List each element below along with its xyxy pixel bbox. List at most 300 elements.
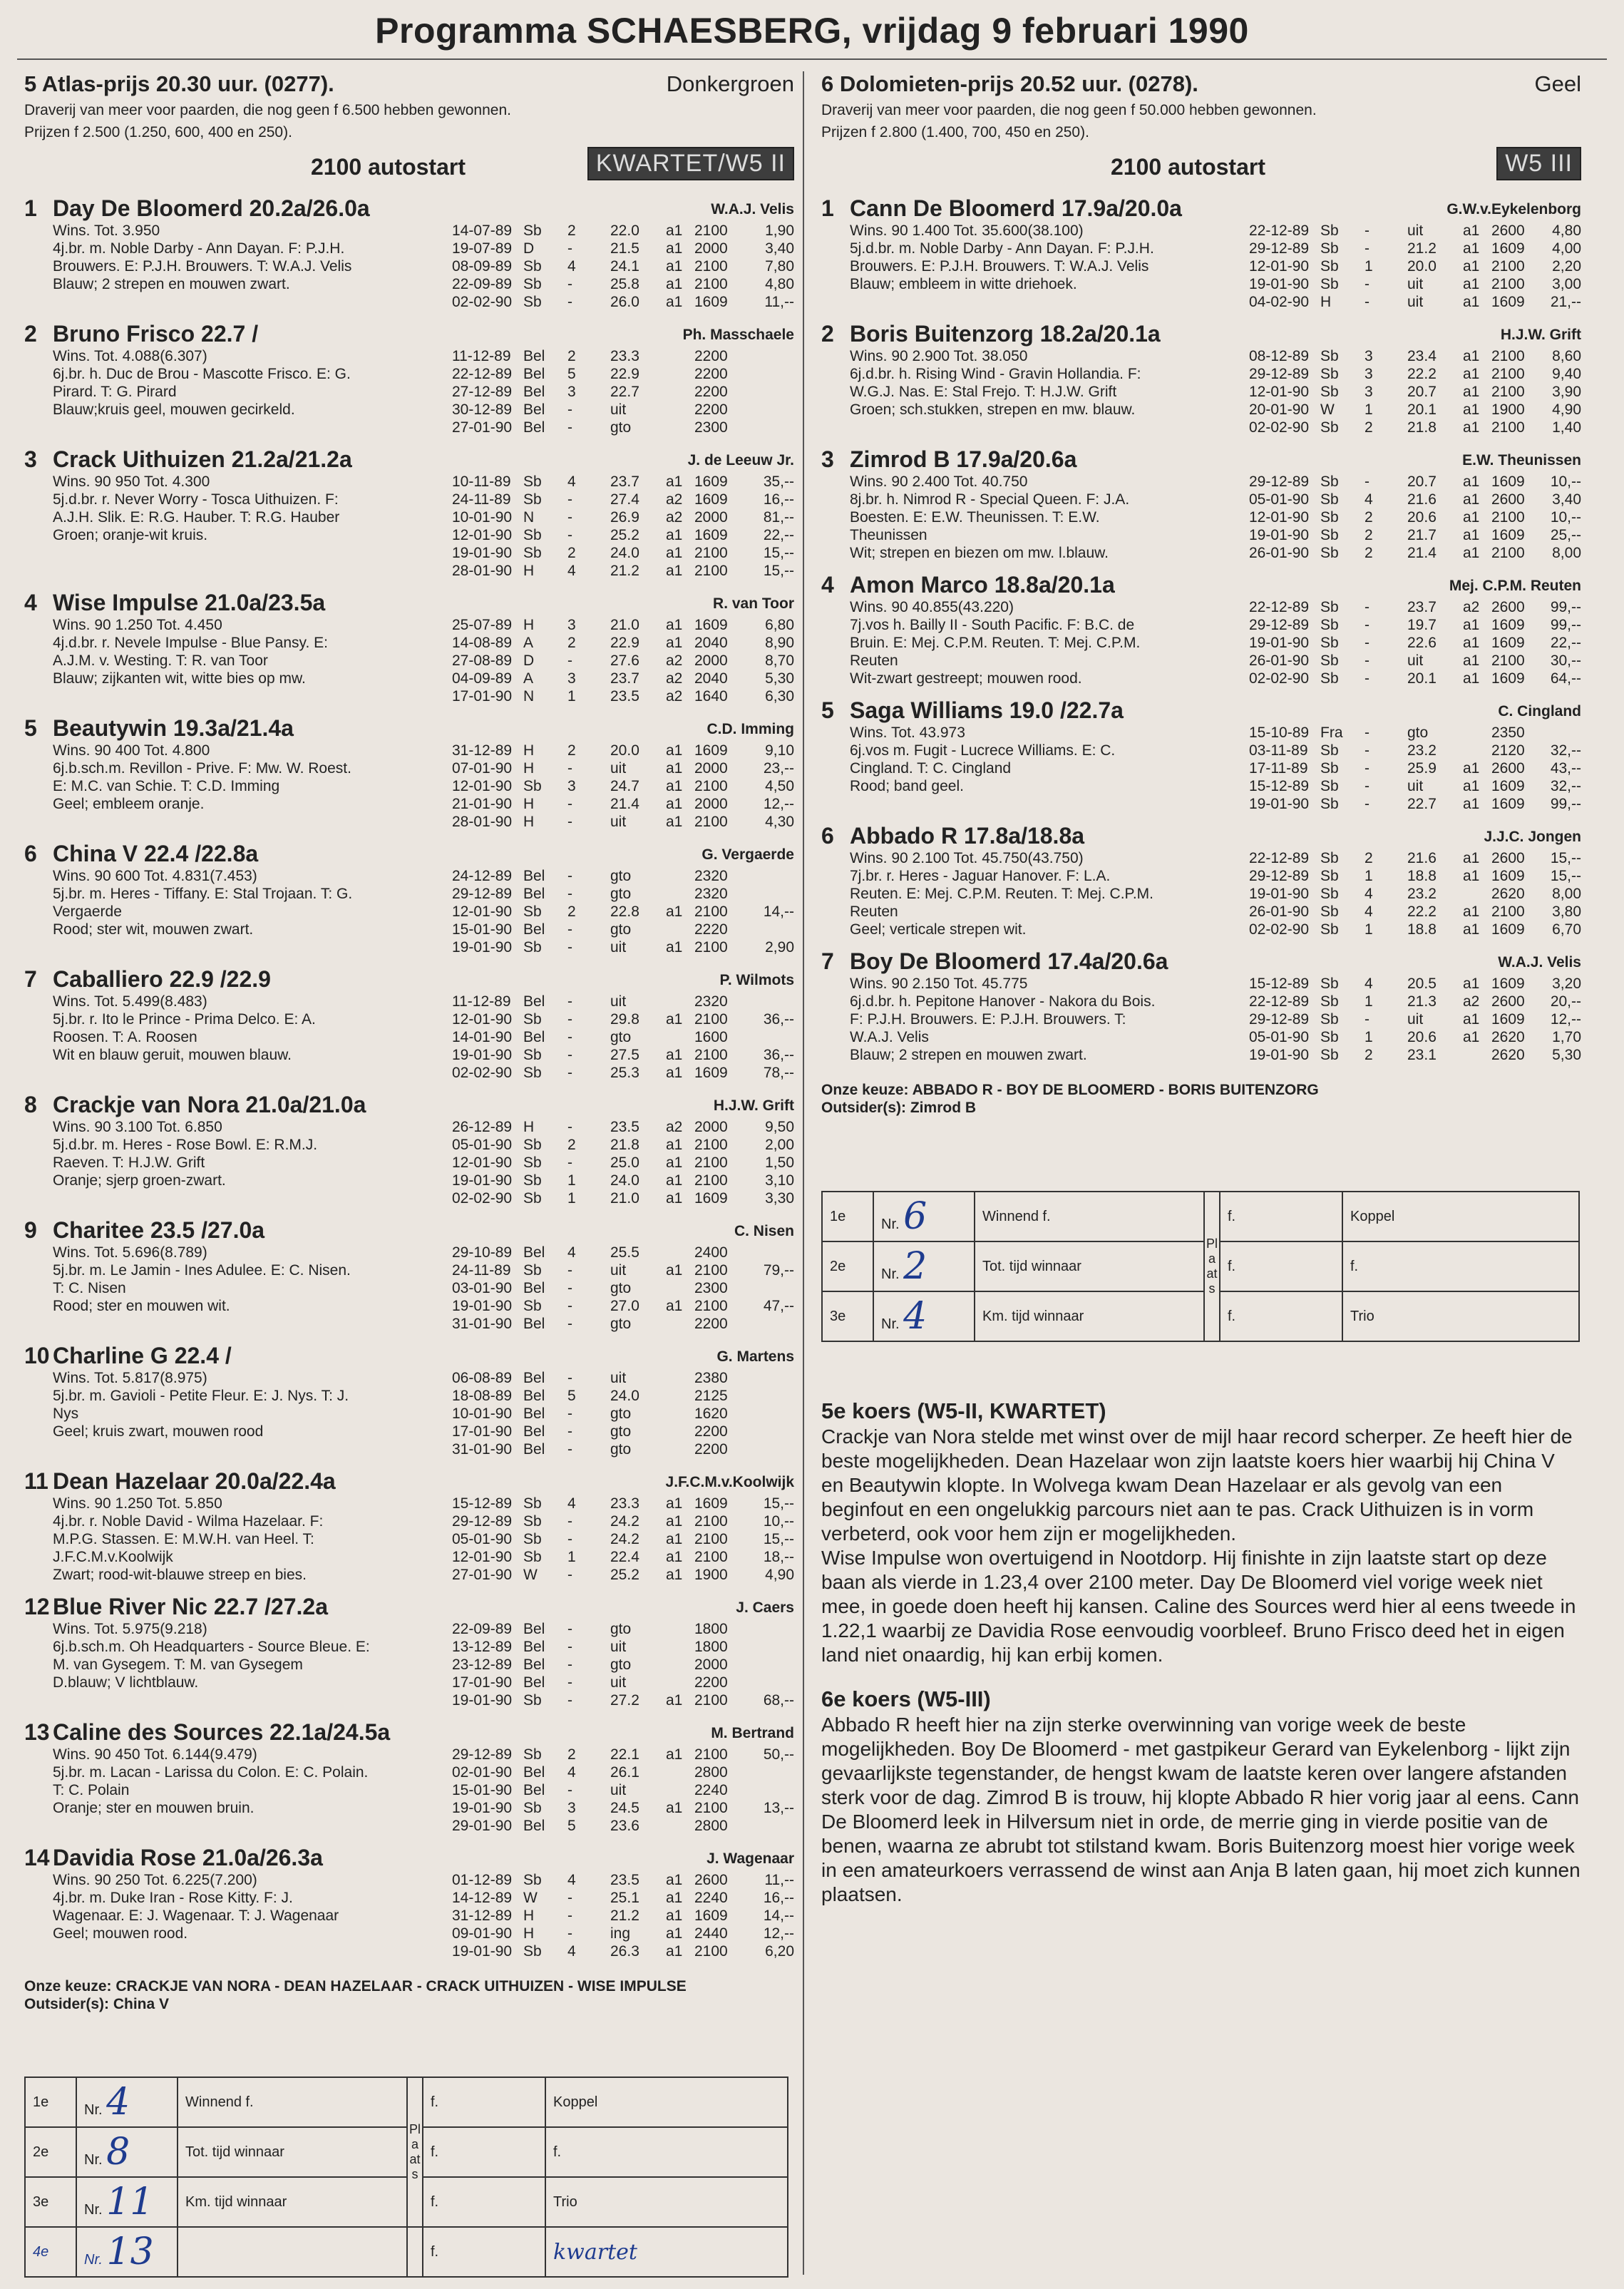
performance-cell xyxy=(589,813,610,831)
performance-cell: uit xyxy=(610,401,627,418)
performance-cell: 4,00 xyxy=(1552,240,1581,257)
horse-entry xyxy=(24,715,794,831)
race-commentary xyxy=(821,1399,1581,1907)
performance-cell: 23.5 xyxy=(610,688,639,705)
trainer-name: J.F.C.M.v.Koolwijk xyxy=(665,1474,794,1490)
performance-cell: 32,-- xyxy=(1550,742,1581,759)
horse-entry xyxy=(821,572,1581,687)
performance-cell: 5 xyxy=(567,1818,576,1834)
performance-cell: 2600 xyxy=(1491,850,1525,866)
performance-cell: 3,00 xyxy=(1552,276,1581,292)
performance-cell xyxy=(1386,365,1407,383)
performance-cell: Bel xyxy=(523,384,545,400)
performance-cell xyxy=(1386,240,1407,257)
performance-row xyxy=(452,1495,794,1512)
performance-cell xyxy=(666,1620,694,1638)
performance-cell: 22,-- xyxy=(763,527,794,543)
outsider xyxy=(821,1099,1581,1117)
performance-cell: 4 xyxy=(567,258,576,275)
performance-cell: gto xyxy=(610,1656,632,1673)
info-line: Wins. 90 2.900 Tot. 38.050 xyxy=(850,348,1028,364)
performance-cell xyxy=(666,1244,694,1261)
info-line: A.J.H. Slik. E: R.G. Hauber. T: R.G. Hauber xyxy=(53,509,340,526)
performance-cell: 25.2 xyxy=(610,527,639,543)
race-conditions: Prijzen f 2.500 (1.250, 600, 400 en 250). xyxy=(24,124,292,140)
performance-cell xyxy=(1386,975,1407,993)
performance-cell: 15-12-89 xyxy=(452,1495,513,1512)
performance-cell: 26-12-89 xyxy=(452,1119,513,1135)
performance-cell xyxy=(589,1189,610,1207)
performance-cell: Bel xyxy=(523,1639,545,1655)
info-line: 5j.br. m. Le Jamin - Ines Adulee. E: C. Nisen. xyxy=(53,1262,351,1279)
performance-cell xyxy=(1463,1046,1491,1064)
performance-cell xyxy=(1386,921,1407,938)
race-5-result-table xyxy=(24,2077,788,2278)
past-performances xyxy=(452,1495,794,1584)
performance-cell: - xyxy=(1365,599,1369,615)
horse-entry xyxy=(24,1719,794,1835)
performance-cell xyxy=(589,1871,610,1889)
performance-cell: 2100 xyxy=(694,1531,728,1547)
horse-name: Boris Buitenzorg 18.2a/20.1a xyxy=(850,321,1161,347)
performance-cell: gto xyxy=(610,1316,632,1332)
f-label: f. xyxy=(423,2127,545,2177)
info-line: Boesten. E: E.W. Theunissen. T: E.W. xyxy=(850,509,1100,526)
performance-cell xyxy=(746,1369,794,1387)
performance-cell: 1609 xyxy=(1491,670,1525,687)
f-label: f. xyxy=(1342,1241,1579,1291)
info-line: Geel; mouwen rood. xyxy=(53,1925,188,1942)
performance-cell: 2000 xyxy=(694,240,728,257)
trainer-name: C. Nisen xyxy=(734,1223,794,1239)
performance-cell: 23.2 xyxy=(1407,886,1437,902)
performance-row xyxy=(452,1656,794,1674)
horse-info xyxy=(53,867,452,956)
horse-name: Saga Williams 19.0 /22.7a xyxy=(850,697,1124,723)
performance-cell xyxy=(746,1315,794,1333)
our-choice-label: Onze keuze: xyxy=(24,1978,112,1994)
performance-cell xyxy=(589,795,610,813)
performance-cell: Sb xyxy=(523,1746,542,1763)
performance-cell: H xyxy=(523,563,535,579)
info-line: T: C. Nisen xyxy=(53,1280,126,1296)
horse-number: 5 xyxy=(821,697,834,723)
performance-cell: 05-01-90 xyxy=(452,1531,513,1547)
performance-cell: 68,-- xyxy=(763,1692,794,1709)
performance-cell: 19-01-90 xyxy=(452,939,513,956)
f-label: f. xyxy=(1220,1291,1342,1341)
performance-cell: Sb xyxy=(1320,993,1339,1010)
performance-cell: a1 xyxy=(666,778,683,794)
performance-cell: 1800 xyxy=(694,1639,728,1655)
performance-cell: a1 xyxy=(1463,527,1480,543)
horse-name: Abbado R 17.8a/18.8a xyxy=(850,823,1085,849)
performance-cell: Sb xyxy=(1320,545,1339,561)
rank-label: 1e xyxy=(822,1192,873,1241)
performance-cell: 2040 xyxy=(694,670,728,687)
performance-cell: 6,20 xyxy=(765,1943,794,1960)
past-performances xyxy=(1249,473,1581,562)
performance-cell: 12,-- xyxy=(763,796,794,812)
performance-cell: 22-12-89 xyxy=(1249,222,1310,239)
start-line xyxy=(821,144,1581,185)
performance-cell: gto xyxy=(610,1441,632,1458)
performance-row xyxy=(1249,383,1581,401)
commentary-section xyxy=(821,1399,1581,1667)
performance-cell: 23.7 xyxy=(1407,599,1437,615)
performance-cell: 4,90 xyxy=(1552,401,1581,418)
past-performances xyxy=(452,742,794,831)
performance-cell: 15,-- xyxy=(763,1495,794,1512)
performance-cell: 2 xyxy=(1365,1047,1373,1063)
performance-cell: 2 xyxy=(1365,850,1373,866)
performance-cell: Bel xyxy=(523,1656,545,1673)
performance-cell: 1609 xyxy=(1491,868,1525,884)
performance-cell: Bel xyxy=(523,401,545,418)
performance-cell: 12-01-90 xyxy=(452,1549,513,1565)
horse-entry xyxy=(24,966,794,1082)
performance-cell xyxy=(589,1674,610,1691)
performance-row xyxy=(452,1046,794,1064)
performance-row xyxy=(1249,849,1581,867)
performance-row xyxy=(452,1925,794,1942)
trainer-name: G.W.v.Eykelenborg xyxy=(1446,201,1581,217)
performance-cell: H xyxy=(523,1925,535,1942)
race-name: 6 Dolomieten-prijs 20.52 uur. (0278). xyxy=(821,71,1198,96)
performance-cell xyxy=(666,885,694,903)
performance-cell: 24.7 xyxy=(610,778,639,794)
performance-row xyxy=(452,1638,794,1656)
performance-row xyxy=(1249,293,1581,311)
performance-row xyxy=(1249,885,1581,903)
performance-cell: 28-01-90 xyxy=(452,563,513,579)
performance-cell: 2600 xyxy=(1491,760,1525,777)
performance-cell: 23.5 xyxy=(610,1119,639,1135)
performance-cell: 22-12-89 xyxy=(452,366,513,382)
performance-row xyxy=(452,275,794,293)
performance-cell: 17-01-90 xyxy=(452,1674,513,1691)
horse-info xyxy=(53,1369,452,1458)
performance-row xyxy=(452,562,794,580)
performance-row xyxy=(452,1620,794,1638)
performance-cell: a1 xyxy=(1463,652,1480,669)
performance-row xyxy=(452,885,794,903)
performance-cell xyxy=(1386,634,1407,652)
performance-cell: 20.0 xyxy=(1407,258,1437,275)
performance-cell: a1 xyxy=(666,742,683,759)
performance-cell: 19-01-90 xyxy=(452,545,513,561)
performance-cell: Sb xyxy=(1320,527,1339,543)
performance-cell: 24-11-89 xyxy=(452,491,511,508)
performance-cell: 36,-- xyxy=(763,1047,794,1063)
horse-number: 2 xyxy=(24,321,37,347)
performance-cell xyxy=(589,473,610,491)
performance-cell: a1 xyxy=(666,1011,683,1028)
performance-cell: 1 xyxy=(1365,868,1373,884)
performance-cell xyxy=(589,508,610,526)
performance-cell: 1609 xyxy=(1491,617,1525,633)
performance-cell: Bel xyxy=(523,1244,545,1261)
performance-cell: 2040 xyxy=(694,635,728,651)
race-name: 5 Atlas-prijs 20.30 uur. (0277). xyxy=(24,71,334,96)
performance-cell: 12-01-90 xyxy=(1249,384,1310,400)
performance-cell: 2100 xyxy=(694,1011,728,1028)
performance-cell: 19-01-90 xyxy=(1249,635,1310,651)
performance-cell: uit xyxy=(1407,1011,1424,1028)
performance-cell: 2125 xyxy=(694,1388,728,1404)
performance-cell: 07-01-90 xyxy=(452,760,513,777)
performance-cell xyxy=(589,222,610,240)
performance-cell: - xyxy=(567,1423,572,1440)
info-line: Geel; verticale strepen wit. xyxy=(850,921,1027,938)
past-performances xyxy=(1249,347,1581,436)
performance-cell: 3 xyxy=(567,778,576,794)
performance-cell: a1 xyxy=(1463,384,1480,400)
performance-cell: a1 xyxy=(666,814,683,830)
outsider-label: Outsider(s): xyxy=(821,1100,907,1116)
performance-cell: 99,-- xyxy=(1550,796,1581,812)
performance-cell xyxy=(666,1656,694,1674)
performance-cell: a1 xyxy=(666,1172,683,1189)
handwritten-number: 4 xyxy=(903,1295,927,1338)
horse-name: Bruno Frisco 22.7 / xyxy=(53,321,259,347)
performance-cell xyxy=(1386,419,1407,436)
performance-cell: 2 xyxy=(567,903,576,920)
performance-cell: 1609 xyxy=(694,1908,728,1924)
performance-cell: Sb xyxy=(1320,796,1339,812)
performance-cell: - xyxy=(1365,617,1369,633)
performance-cell: 15-01-90 xyxy=(452,1782,513,1798)
performance-cell: 2600 xyxy=(694,1872,728,1888)
performance-cell xyxy=(746,419,794,436)
nr-label: Nr. xyxy=(84,2102,103,2118)
performance-cell xyxy=(589,257,610,275)
performance-row xyxy=(452,1530,794,1548)
performance-cell: 03-11-89 xyxy=(1249,742,1308,759)
info-line: Wins. Tot. 5.817(8.975) xyxy=(53,1370,207,1386)
performance-cell: 23.7 xyxy=(610,670,639,687)
info-line: D.blauw; V lichtblauw. xyxy=(53,1674,199,1691)
performance-cell xyxy=(666,1763,694,1781)
performance-cell: 2200 xyxy=(694,1423,728,1440)
performance-cell: Sb xyxy=(523,1495,542,1512)
trainer-name: H.J.W. Grift xyxy=(713,1097,794,1114)
info-line: Pirard. T: G. Pirard xyxy=(53,384,177,400)
performance-cell: 2100 xyxy=(694,1262,728,1279)
horse-number: 4 xyxy=(821,572,834,598)
title-divider xyxy=(17,58,1607,60)
info-line: 6j.b.sch.m. Oh Headquarters - Source Bleue. E: xyxy=(53,1639,370,1655)
performance-cell xyxy=(1386,795,1407,813)
performance-cell: a1 xyxy=(1463,276,1480,292)
performance-cell xyxy=(666,1817,694,1835)
info-line: 6j.d.br. h. Rising Wind - Gravin Hollandia. F: xyxy=(850,366,1141,382)
performance-cell xyxy=(589,1064,610,1082)
performance-cell: Sb xyxy=(1320,222,1339,239)
performance-cell: Sb xyxy=(523,1800,542,1816)
info-line: F: P.J.H. Brouwers. E: P.J.H. Brouwers. T: xyxy=(850,1011,1126,1028)
performance-cell: Sb xyxy=(523,1531,542,1547)
performance-cell xyxy=(589,401,610,419)
performance-cell: - xyxy=(567,1513,572,1530)
performance-row xyxy=(1249,867,1581,885)
performance-row xyxy=(452,634,794,652)
performance-cell xyxy=(1386,1046,1407,1064)
performance-cell: 1800 xyxy=(694,1621,728,1637)
performance-row xyxy=(1249,526,1581,544)
info-line: Groen; sch.stukken, strepen en mw. blauw. xyxy=(850,401,1136,418)
performance-cell xyxy=(589,1261,610,1279)
horse-entry xyxy=(24,321,794,436)
performance-cell xyxy=(589,1423,610,1440)
performance-cell xyxy=(666,1423,694,1440)
past-performances xyxy=(452,993,794,1082)
number-cell xyxy=(873,1192,975,1241)
performance-cell: gto xyxy=(610,886,632,902)
performance-cell: 99,-- xyxy=(1550,617,1581,633)
race-color: Donkergroen xyxy=(666,71,794,96)
trainer-name: G. Martens xyxy=(716,1348,794,1365)
performance-cell: 27-08-89 xyxy=(452,652,513,669)
performance-cell: uit xyxy=(610,814,627,830)
performance-cell xyxy=(1386,275,1407,293)
performance-cell: 26.3 xyxy=(610,1943,639,1960)
performance-row xyxy=(452,1942,794,1960)
info-line: 4j.br. r. Noble David - Wilma Hazelaar. F: xyxy=(53,1513,324,1530)
performance-cell: 12,-- xyxy=(1550,1011,1581,1028)
performance-cell: 2 xyxy=(1365,527,1373,543)
performance-row xyxy=(452,1781,794,1799)
performance-cell: 1609 xyxy=(694,527,728,543)
performance-cell: Sb xyxy=(523,1172,542,1189)
performance-cell: - xyxy=(567,1531,572,1547)
performance-cell: - xyxy=(567,240,572,257)
performance-cell: a1 xyxy=(1463,796,1480,812)
performance-cell: 2320 xyxy=(694,993,728,1010)
info-line: Wins. 90 2.400 Tot. 40.750 xyxy=(850,473,1028,490)
performance-cell: 2100 xyxy=(694,545,728,561)
performance-cell: a2 xyxy=(1463,599,1480,615)
info-line: Blauw; 2 strepen en mouwen zwart. xyxy=(850,1047,1087,1063)
info-line: Wins. 90 1.250 Tot. 5.850 xyxy=(53,1495,222,1512)
horse-info xyxy=(53,742,452,831)
performance-cell: 21.2 xyxy=(1407,240,1437,257)
performance-cell: 27.2 xyxy=(610,1692,639,1709)
horse-info xyxy=(53,1620,452,1709)
performance-cell: 12-01-90 xyxy=(452,527,513,543)
trainer-name: J. Wagenaar xyxy=(706,1850,794,1867)
performance-cell: 02-02-90 xyxy=(1249,921,1310,938)
performance-row xyxy=(1249,491,1581,508)
performance-cell: a1 xyxy=(1463,760,1480,777)
performance-cell: 23.2 xyxy=(1407,742,1437,759)
horse-number: 3 xyxy=(24,446,37,472)
performance-cell: 19-01-90 xyxy=(452,1172,513,1189)
performance-cell: 4 xyxy=(567,1764,576,1781)
performance-cell: 2,00 xyxy=(765,1137,794,1153)
handwritten-number: 2 xyxy=(903,1245,927,1288)
performance-cell: 27.5 xyxy=(610,1047,639,1063)
performance-cell: 04-09-89 xyxy=(452,670,513,687)
performance-cell: 15,-- xyxy=(1550,868,1581,884)
horse-number: 13 xyxy=(24,1719,50,1745)
performance-cell: Sb xyxy=(523,1298,542,1314)
performance-cell xyxy=(746,921,794,938)
horse-info xyxy=(53,993,452,1082)
f-label: f. xyxy=(1220,1192,1342,1241)
performance-cell: N xyxy=(523,509,535,526)
performance-cell: 2 xyxy=(1365,419,1373,436)
info-line: T: C. Polain xyxy=(53,1782,130,1798)
performance-cell: 21,-- xyxy=(1550,294,1581,310)
performance-cell xyxy=(666,1028,694,1046)
performance-cell: 11,-- xyxy=(764,294,794,310)
performance-cell: a1 xyxy=(1463,850,1480,866)
number-cell xyxy=(76,2127,178,2177)
performance-cell: - xyxy=(567,1262,572,1279)
performance-cell xyxy=(589,1028,610,1046)
performance-cell: 27.0 xyxy=(610,1298,639,1314)
performance-cell xyxy=(589,634,610,652)
performance-cell: 2100 xyxy=(694,778,728,794)
performance-cell: 10,-- xyxy=(1550,509,1581,526)
performance-cell: 2600 xyxy=(1491,222,1525,239)
performance-cell: 99,-- xyxy=(1550,599,1581,615)
horse-number: 7 xyxy=(24,966,37,992)
past-performances xyxy=(452,616,794,705)
performance-cell: 3 xyxy=(1365,384,1373,400)
performance-cell: 23.3 xyxy=(610,348,639,364)
performance-cell: D xyxy=(523,240,535,257)
performance-cell: 1,90 xyxy=(765,222,794,239)
performance-cell: Sb xyxy=(1320,886,1339,902)
performance-cell: Sb xyxy=(1320,473,1339,490)
performance-row xyxy=(452,903,794,921)
performance-cell xyxy=(589,759,610,777)
performance-cell: 50,-- xyxy=(763,1746,794,1763)
info-line: Rood; ster wit, mouwen zwart. xyxy=(53,921,254,938)
performance-cell xyxy=(666,383,694,401)
performance-row xyxy=(452,1244,794,1261)
performance-cell: a1 xyxy=(1463,778,1480,794)
performance-cell: 4 xyxy=(1365,886,1373,902)
performance-cell: 17-01-90 xyxy=(452,688,513,705)
performance-cell: 1609 xyxy=(1491,240,1525,257)
performance-cell: Sb xyxy=(1320,1047,1339,1063)
performance-cell: gto xyxy=(1407,724,1429,741)
performance-cell xyxy=(1386,724,1407,742)
performance-cell xyxy=(589,1781,610,1799)
trainer-name: J.J.C. Jongen xyxy=(1484,829,1581,845)
info-line: Blauw; 2 strepen en mouwen zwart. xyxy=(53,276,290,292)
horse-number: 11 xyxy=(24,1468,48,1494)
our-choice xyxy=(24,1977,794,1995)
performance-cell xyxy=(589,993,610,1010)
performance-cell: Sb xyxy=(523,276,542,292)
info-line: Wins. 90 1.250 Tot. 4.450 xyxy=(53,617,222,633)
performance-cell: 19-01-90 xyxy=(452,1943,513,1960)
performance-row xyxy=(1249,598,1581,616)
winnend-label: Winnend f. xyxy=(178,2077,407,2127)
performance-cell xyxy=(746,1440,794,1458)
performance-cell: 2100 xyxy=(1491,276,1525,292)
performance-cell: 1 xyxy=(567,1549,576,1565)
performance-cell: - xyxy=(567,1656,572,1673)
performance-cell: - xyxy=(567,939,572,956)
performance-cell xyxy=(589,1942,610,1960)
performance-cell: a1 xyxy=(666,796,683,812)
trainer-name: E.W. Theunissen xyxy=(1462,452,1581,468)
